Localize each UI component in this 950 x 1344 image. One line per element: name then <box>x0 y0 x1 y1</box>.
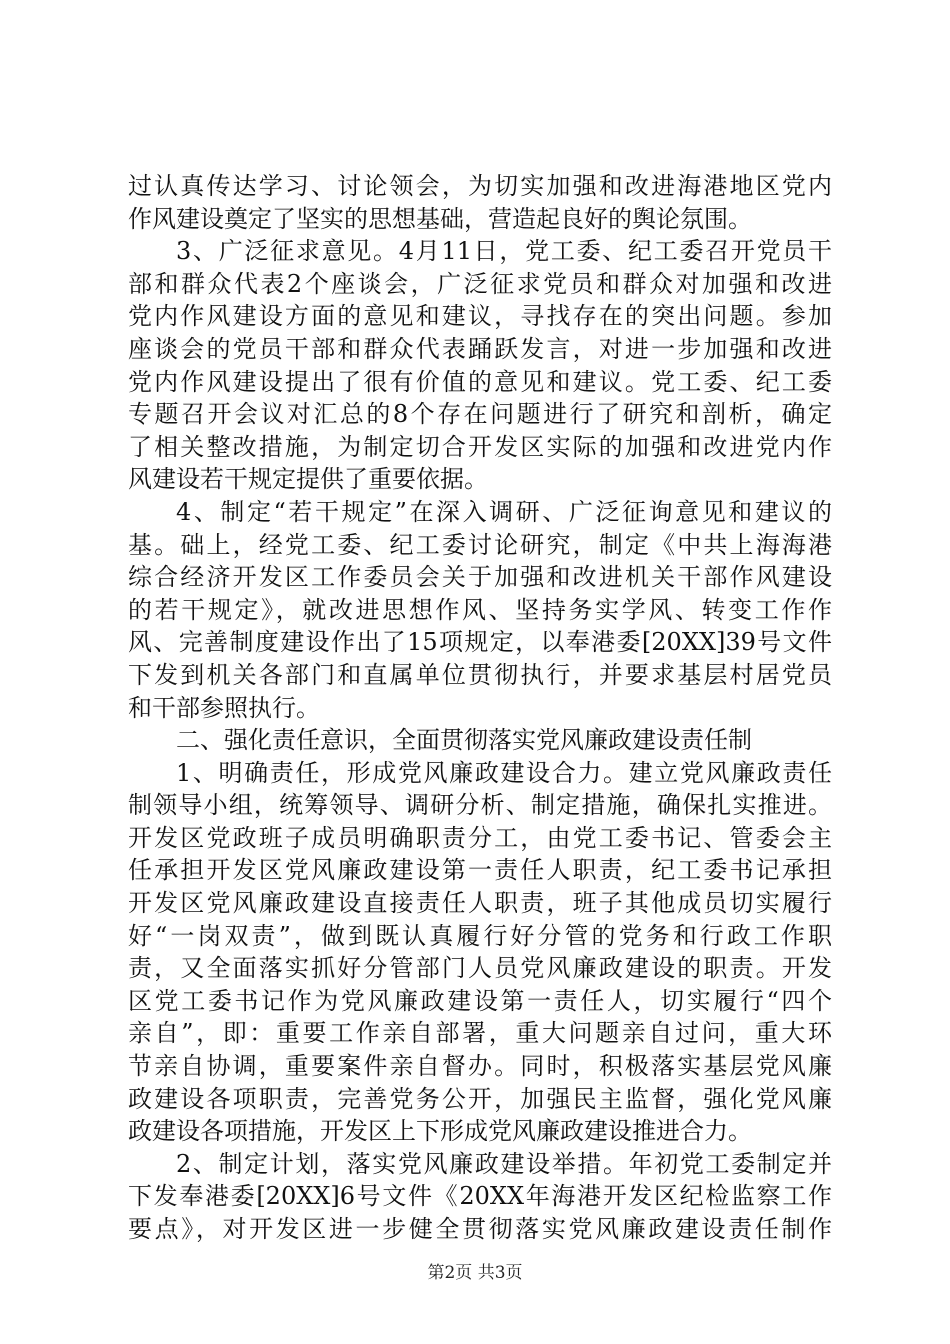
text-line: 基。础上，经党工委、纪工委讨论研究，制定《中共上海海港 <box>128 530 832 559</box>
text-line: 党内作风建设提出了很有价值的意见和建议。党工委、纪工委 <box>128 367 832 396</box>
document-body <box>128 170 832 1246</box>
text-line: 的若干规定》，就改进思想作风、坚持务实学风、转变工作作 <box>128 595 832 624</box>
text-line: 政建设各项职责，完善党务公开，加强民主监督，强化党风廉 <box>128 1084 832 1113</box>
text-line: 部和群众代表2个座谈会，广泛征求党员和群众对加强和改进 <box>128 269 832 298</box>
text-line: 二、强化责任意识，全面贯彻落实党风廉政建设责任制 <box>176 726 752 755</box>
text-line: 综合经济开发区工作委员会关于加强和改进机关干部作风建设 <box>128 563 832 592</box>
text-line: 2、制定计划，落实党风廉政建设举措。年初党工委制定并 <box>176 1149 832 1178</box>
text-line: 下发奉港委[20XX]6号文件《20XX年海港开发区纪检监察工作 <box>128 1182 832 1211</box>
text-line: 专题召开会议对汇总的8个存在问题进行了研究和剖析，确定 <box>128 400 832 429</box>
text-line: 作风建设奠定了坚实的思想基础，营造起良好的舆论氛围。 <box>128 204 752 233</box>
text-line: 风、完善制度建设作出了15项规定，以奉港委[20XX]39号文件 <box>128 628 832 657</box>
text-line: 和干部参照执行。 <box>128 693 320 722</box>
text-line: 节亲自协调，重要案件亲自督办。同时，积极落实基层党风廉 <box>128 1052 832 1081</box>
text-line: 1、明确责任，形成党风廉政建设合力。建立党风廉政责任 <box>176 758 832 787</box>
text-line: 了相关整改措施，为制定切合开发区实际的加强和改进党内作 <box>128 432 832 461</box>
text-line: 责，又全面落实抓好分管部门人员党风廉政建设的职责。开发 <box>128 954 832 983</box>
text-line: 区党工委书记作为党风廉政建设第一责任人，切实履行“四个 <box>128 986 832 1015</box>
text-line: 4、制定“若干规定”在深入调研、广泛征询意见和建议的 <box>176 497 832 526</box>
text-line: 好“一岗双责”，做到既认真履行好分管的党务和行政工作职 <box>128 921 832 950</box>
text-line: 要点》，对开发区进一步健全贯彻落实党风廉政建设责任制作 <box>128 1215 832 1243</box>
text-line: 过认真传达学习、讨论领会，为切实加强和改进海港地区党内 <box>128 172 832 200</box>
text-line: 亲自”，即：重要工作亲自部署，重大问题亲自过问，重大环 <box>128 1019 832 1048</box>
text-line: 制领导小组，统筹领导、调研分析、制定措施，确保扎实推进。 <box>128 791 832 820</box>
text-line: 政建设各项措施，开发区上下形成党风廉政建设推进合力。 <box>128 1117 752 1146</box>
text-line: 下发到机关各部门和直属单位贯彻执行，并要求基层村居党员 <box>128 660 832 689</box>
text-line: 党内作风建设方面的意见和建议，寻找存在的突出问题。参加 <box>128 302 832 331</box>
page-footer: 第2页 共3页 <box>427 1263 523 1283</box>
text-line: 任承担开发区党风廉政建设第一责任人职责，纪工委书记承担 <box>128 856 832 885</box>
text-line: 3、广泛征求意见。4月11日，党工委、纪工委召开党员干 <box>176 237 832 266</box>
text-line: 座谈会的党员干部和群众代表踊跃发言，对进一步加强和改进 <box>128 334 832 363</box>
text-line: 风建设若干规定提供了重要依据。 <box>128 465 488 494</box>
text-line: 开发区党政班子成员明确职责分工，由党工委书记、管委会主 <box>128 823 832 852</box>
text-line: 开发区党风廉政建设直接责任人职责，班子其他成员切实履行 <box>128 889 832 918</box>
